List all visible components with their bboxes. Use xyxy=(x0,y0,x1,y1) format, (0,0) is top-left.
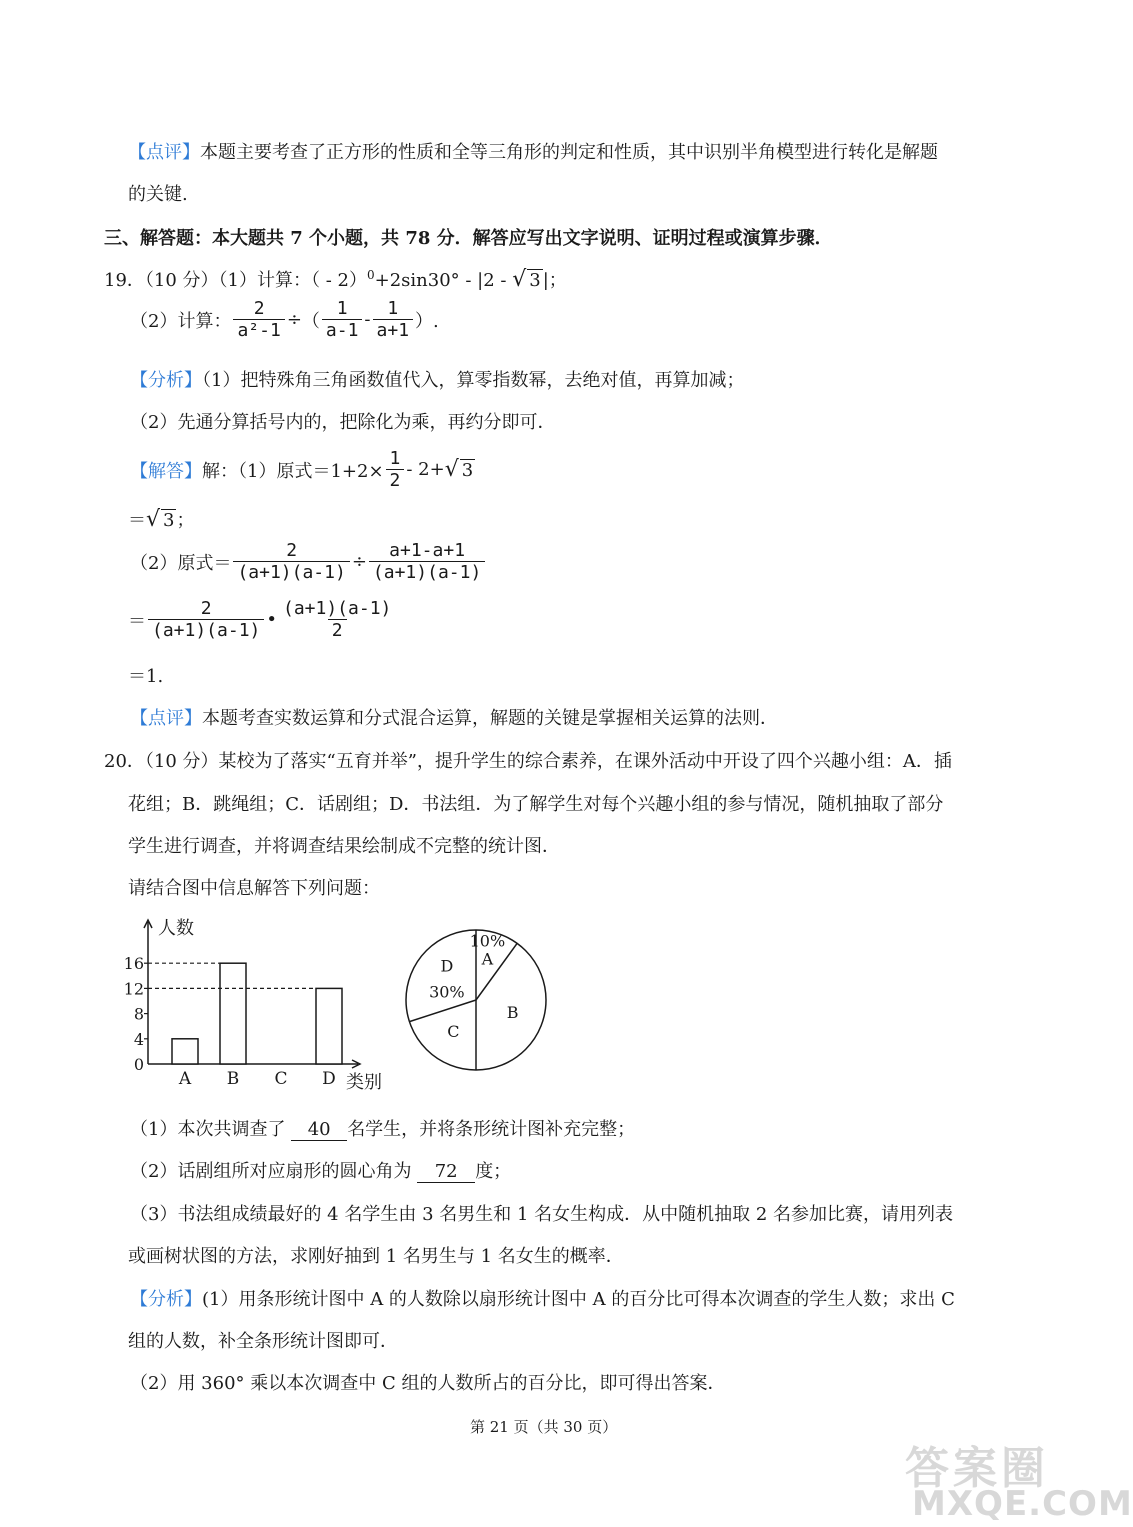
denominator: (a+1)(a-1) xyxy=(148,619,264,641)
solution-tag: 【解答】 xyxy=(130,460,202,482)
section-header: 三、解答题：本大题共 7 个小题，共 78 分．解答应写出文字说明、证明过程或演算步骤． xyxy=(104,228,833,249)
question-20-sub-2 xyxy=(130,1157,511,1183)
denominator: a²-1 xyxy=(233,319,284,341)
equals: ＝ xyxy=(128,610,146,632)
question-19-part-1 xyxy=(104,266,567,292)
y-tick-label: 0 xyxy=(133,1055,144,1074)
equals: ＝ xyxy=(128,510,146,531)
pie-chart-group xyxy=(406,930,546,1070)
pie-label: C xyxy=(447,1022,460,1042)
solution-text: 解：（1）原式＝1+2× xyxy=(202,460,384,482)
semicolon: ； xyxy=(176,510,195,531)
solution-19-line-3 xyxy=(130,540,487,583)
solution-19-line-1 xyxy=(130,448,475,491)
fraction xyxy=(233,540,349,583)
question-20-sub-3-line-2: 或画树状图的方法，求刚好抽到 1 名男生与 1 名女生的概率． xyxy=(128,1246,624,1267)
numerator: 1 xyxy=(387,298,399,319)
analysis-19-line-1 xyxy=(130,366,744,392)
sub-question-text: 度； xyxy=(475,1161,512,1182)
question-20-line-1: 20．（10 分）某校为了落实“五育并举”，提升学生的综合素养，在课外活动中开设了四个兴趣小组：A．插 xyxy=(104,751,952,772)
numerator: 1 xyxy=(336,298,348,319)
fraction xyxy=(322,298,363,341)
solution-19-line-5: ＝1. xyxy=(128,666,164,687)
y-tick-label: 8 xyxy=(133,1004,144,1024)
analysis-19-line-2: （2）先通分算括号内的，把除化为乘，再约分即可． xyxy=(130,412,556,433)
radicand: 3 xyxy=(461,459,474,481)
bar-chart xyxy=(123,912,400,1097)
pie-chart xyxy=(400,924,552,1076)
analysis-20-line-2: 组的人数，补全条形统计图即可． xyxy=(128,1331,398,1352)
denominator: (a+1)(a-1) xyxy=(369,561,485,583)
question-20-sub-3-line-1: （3）书法组成绩最好的 4 名学生由 3 名男生和 1 名女生构成．从中随机抽取 2 名参加比赛，请用列表 xyxy=(130,1204,954,1225)
multiply-dot: • xyxy=(266,609,277,630)
x-tick-label: A xyxy=(178,1069,192,1089)
pie-label: A xyxy=(481,949,494,969)
numerator: 2 xyxy=(200,598,212,619)
page-footer: 第 21 页（共 30 页） xyxy=(470,1418,618,1436)
x-tick-label: C xyxy=(274,1069,288,1089)
analysis-tag: 【分析】 xyxy=(130,370,202,391)
x-tick-label: B xyxy=(226,1069,240,1089)
part2-prefix: （2）计算： xyxy=(130,310,232,332)
review-text-1: 本题主要考查了正方形的性质和全等三角形的判定和性质，其中识别半角模型进行转化是解题 xyxy=(200,142,938,163)
denominator: 2 xyxy=(386,469,405,491)
question-20-line-2: 花组；B．跳绳组；C．话剧组；D．书法组．为了解学生对每个兴趣小组的参与情况，随机抽取了部分 xyxy=(128,794,944,815)
paren-close: ）. xyxy=(415,310,439,332)
solution-19-line-4 xyxy=(128,598,397,641)
radicand: 3 xyxy=(529,270,541,291)
fraction xyxy=(233,298,284,341)
numerator: 2 xyxy=(253,298,265,319)
fraction xyxy=(148,598,264,641)
question-19-part-2 xyxy=(130,298,439,341)
answer-blank: 40 xyxy=(291,1119,347,1141)
pie-percent-label: 10% xyxy=(469,931,506,951)
bar-D xyxy=(316,988,342,1064)
question-20-sub-1 xyxy=(130,1115,635,1141)
numerator: 1 xyxy=(389,448,401,469)
sqrt-sign: √ xyxy=(146,507,161,532)
calc-expression-mid: +2sin30° - |2 - xyxy=(374,270,513,291)
question-20-line-4: 请结合图中信息解答下列问题： xyxy=(128,878,380,899)
denominator: 2 xyxy=(328,619,347,641)
y-tick-label: 4 xyxy=(133,1029,144,1049)
solution-19-line-2 xyxy=(128,506,194,532)
x-axis-label: 类别 xyxy=(346,1072,382,1093)
sub-question-text: 名学生，并将条形统计图补充完整； xyxy=(347,1119,636,1140)
denominator: (a+1)(a-1) xyxy=(233,561,349,583)
pie-percent-label: 30% xyxy=(429,982,465,1002)
x-tick-label: D xyxy=(322,1069,336,1089)
radicand: 3 xyxy=(163,510,175,531)
bar-A xyxy=(172,1039,198,1064)
review-line-2: 的关键. xyxy=(128,184,188,205)
sqrt-sign: √ xyxy=(512,267,527,292)
watermark-url: MXQE.COM xyxy=(912,1484,1133,1524)
review-line-1 xyxy=(128,138,938,164)
divide-sign: ÷ xyxy=(351,551,367,572)
bar-B xyxy=(220,963,246,1064)
sub-question-text: （2）话剧组所对应扇形的圆心角为 xyxy=(130,1161,418,1182)
calc-expression-end: |； xyxy=(542,270,567,291)
denominator: a+1 xyxy=(373,319,414,341)
denominator: a-1 xyxy=(322,319,363,341)
pie-label: B xyxy=(506,1002,519,1022)
y-axis-label: 人数 xyxy=(158,918,194,939)
solution-text: - 2+ xyxy=(406,459,445,480)
bar-chart-group xyxy=(124,918,382,1093)
question-20-line-3: 学生进行调查，并将调查结果绘制成不完整的统计图． xyxy=(128,836,560,857)
calc-expression-start: （1）计算：（ - 2） xyxy=(218,270,367,291)
review-text: 本题考查实数运算和分式混合运算，解题的关键是掌握相关运算的法则． xyxy=(202,708,778,729)
question-number: 19． xyxy=(104,270,145,291)
solution-text: （2）原式＝ xyxy=(130,552,232,574)
review-tag: 【点评】 xyxy=(130,708,202,729)
paren-open: （ xyxy=(301,310,320,332)
sub-question-text: （1）本次共调查了 xyxy=(130,1119,292,1140)
answer-blank: 72 xyxy=(417,1161,475,1183)
sqrt-sign: √ xyxy=(444,457,459,482)
analysis-text: (1）用条形统计图中 A 的人数除以扇形统计图中 A 的百分比可得本次调查的学生人数；求出 C xyxy=(202,1289,955,1310)
fraction xyxy=(369,540,485,583)
fraction xyxy=(279,598,395,641)
analysis-20-line-3: （2）用 360° 乘以本次调查中 C 组的人数所占的百分比，即可得出答案． xyxy=(130,1373,726,1394)
analysis-20-line-1 xyxy=(130,1285,955,1311)
review-19 xyxy=(130,704,778,730)
review-tag: 【点评】 xyxy=(128,142,200,163)
watermark-logo: 答案圈 xyxy=(905,1443,1049,1494)
minus-sign: - xyxy=(364,309,371,330)
fraction xyxy=(386,448,405,491)
fraction xyxy=(373,298,414,341)
y-tick-label: 16 xyxy=(123,954,144,974)
exponent: 0 xyxy=(366,268,375,282)
numerator: 2 xyxy=(286,540,298,561)
analysis-tag: 【分析】 xyxy=(130,1289,202,1310)
numerator: a+1-a+1 xyxy=(389,540,466,561)
numerator: (a+1)(a-1) xyxy=(283,598,392,619)
pie-label: D xyxy=(440,956,454,976)
y-tick-label: 12 xyxy=(123,979,144,999)
question-points: （10 分） xyxy=(144,270,219,291)
analysis-text: （1）把特殊角三角函数值代入，算零指数幂，去绝对值，再算加减； xyxy=(202,370,745,391)
divide-sign: ÷ xyxy=(286,309,302,330)
